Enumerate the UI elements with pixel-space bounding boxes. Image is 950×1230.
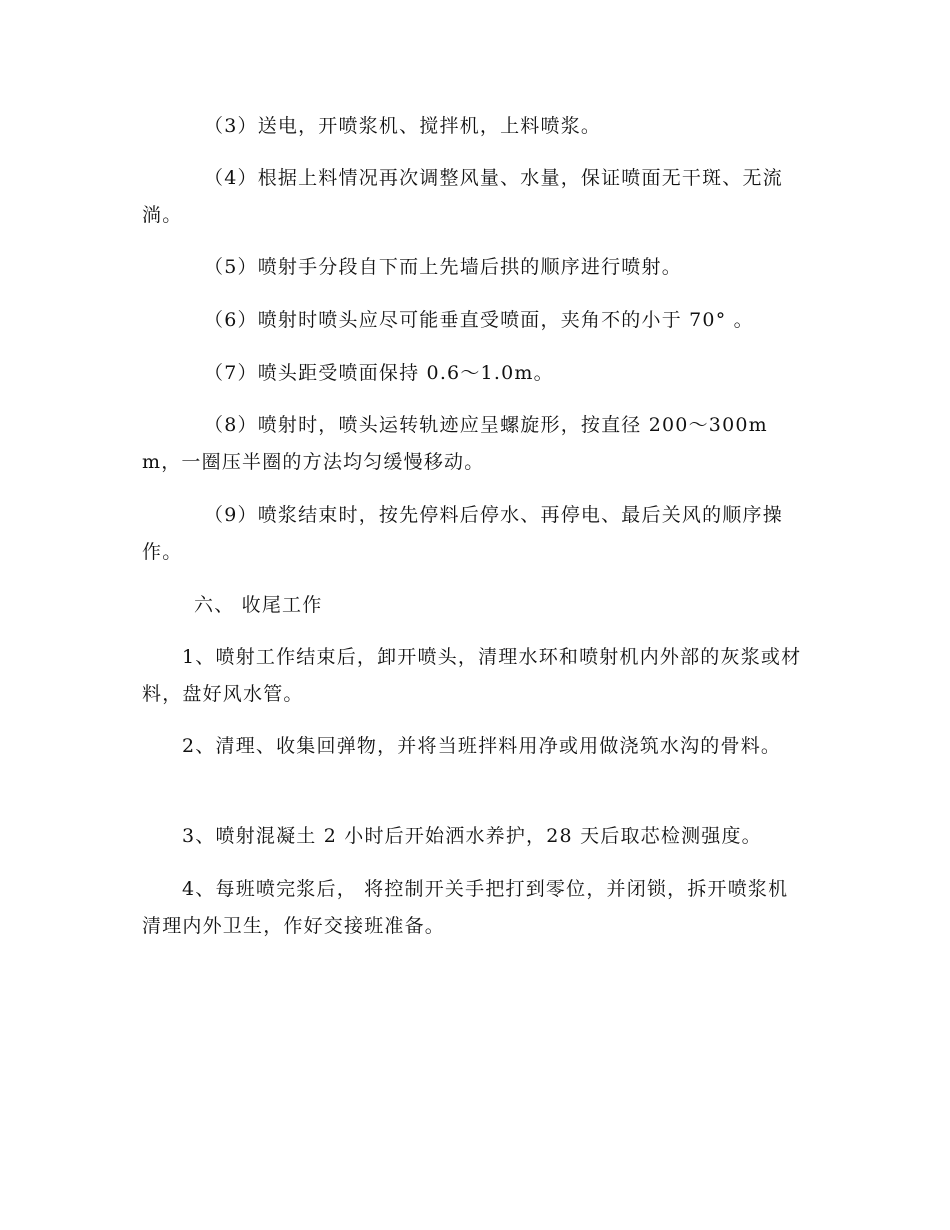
step-8-paragraph: （8）喷射时，喷头运转轨迹应呈螺旋形，按直径 200～300mm，一圈压半圈的方法均匀缓慢移动。 <box>142 414 768 473</box>
closing-item-2: 2、清理、收集回弹物，并将当班拌料用净或用做浇筑水沟的骨料。 <box>182 735 782 757</box>
closing-item-3: 3、喷射混凝土 2 小时后开始洒水养护，28 天后取芯检测强度。 <box>182 825 762 847</box>
step-9-paragraph: （9）喷浆结束时，按先停料后停水、再停电、最后关风的顺序操作。 <box>142 504 783 563</box>
closing-item-4: 4、每班喷完浆后， 将控制开关手把打到零位，并闭锁，拆开喷浆机清理内外卫生，作好交接班准备。 <box>142 878 789 937</box>
step-3-paragraph: （3）送电，开喷浆机、搅拌机，上料喷浆。 <box>204 115 602 137</box>
step-5-paragraph: （5）喷射手分段自下而上先墙后拱的顺序进行喷射。 <box>204 256 682 278</box>
closing-item-1: 1、喷射工作结束后，卸开喷头，清理水环和喷射机内外部的灰浆或材料，盘好风水管。 <box>142 646 802 705</box>
section-heading: 六、 收尾工作 <box>194 594 323 616</box>
step-4-paragraph: （4）根据上料情况再次调整风量、水量，保证喷面无干斑、无流淌。 <box>142 167 783 226</box>
step-6-paragraph: （6）喷射时喷头应尽可能垂直受喷面，夹角不的小于 70° 。 <box>204 309 754 331</box>
step-7-paragraph: （7）喷头距受喷面保持 0.6～1.0m。 <box>204 362 554 384</box>
